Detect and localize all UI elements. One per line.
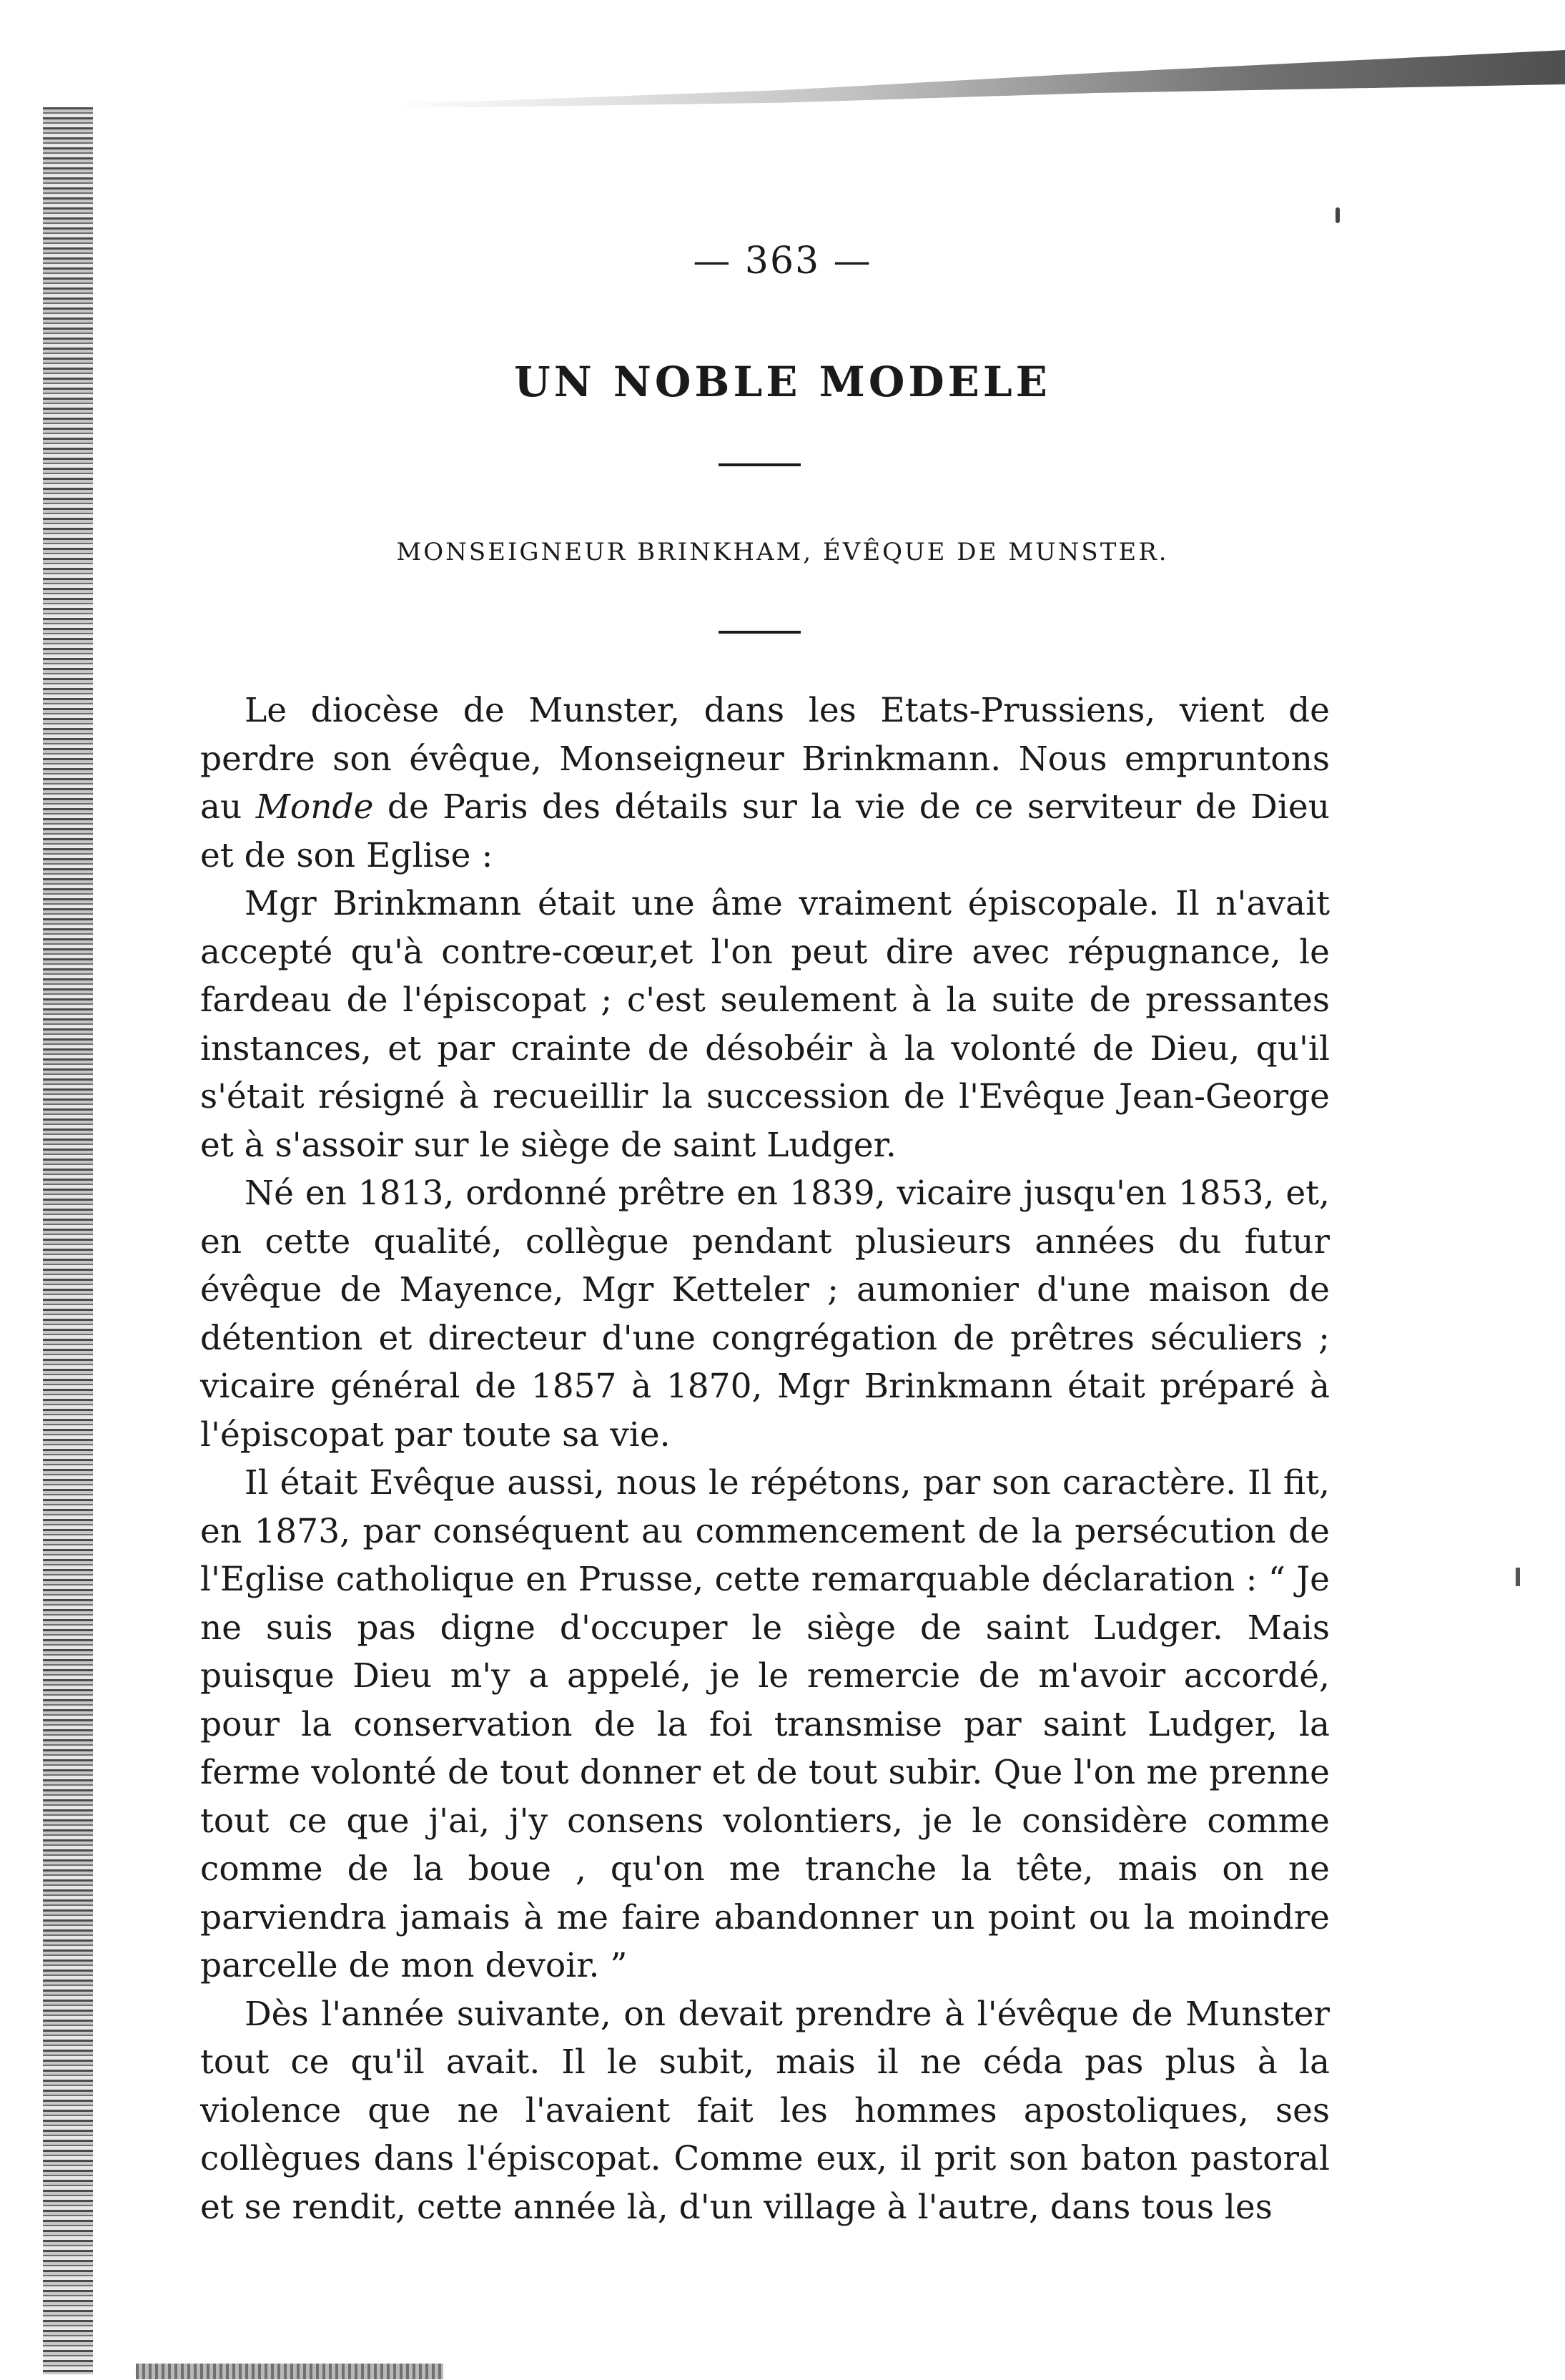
- article-title: UN NOBLE MODELE: [514, 358, 1051, 406]
- title-rule: [719, 463, 801, 466]
- scan-border-bottom: [136, 2364, 443, 2379]
- paragraph: Dès l'année suivante, on devait prendre à l'évêque de Munster tout ce qu'il avait. Il le subit, mais il ne céda pas plus à la violence que ne l'avaient fait les hommes apostoliques, ses collègues dans l'épiscopat. Comme eux, il prit son baton pastoral et se rendit, cette année là, d'un village à l'autre, dans tous les: [200, 1994, 1330, 2227]
- scan-binding-left: [43, 107, 93, 2374]
- newspaper-name: Monde: [255, 787, 374, 827]
- scan-speck: [1336, 207, 1340, 223]
- paragraph: [200, 687, 1330, 880]
- paragraph: Né en 1813, ordonné prêtre en 1839, vicaire jusqu'en 1853, et, en cette qualité, collègue pendant plusieurs années du futur évêque de Mayence, Mgr Ketteler ; aumonier d'une maison de détention et directeur d'une congrégation de prêtres séculiers ; vicaire général de 1857 à 1870, Mgr Brinkmann était préparé à l'épiscopat par toute sa vie.: [200, 1174, 1330, 1455]
- article-subtitle: MONSEIGNEUR BRINKHAM, ÉVÊQUE DE MUNSTER.: [396, 538, 1169, 566]
- paragraph-text: Le diocèse de Munster, dans les Etats-Prussiens, vient de perdre son évêque, Monseigneur Brinkmann. Nous empruntons au: [200, 691, 1330, 827]
- page-number: — 363 —: [693, 240, 872, 282]
- subtitle-rule: [719, 631, 801, 634]
- paragraph: Mgr Brinkmann était une âme vraiment épiscopale. Il n'avait accepté qu'à contre-cœur,et l'on peut dire avec répugnance, le fardeau de l'épiscopat ; c'est seulement à la suite de pressantes instances, et par crainte de désobéir à la volonté de Dieu, qu'il s'était résigné à recueillir la succession de l'Evêque Jean-George et à s'assoir sur le siège de saint Ludger.: [200, 884, 1330, 1165]
- paragraph-text: de Paris des détails sur la vie de ce serviteur de Dieu et de son Eglise :: [200, 787, 1330, 875]
- scan-border-top: [0, 50, 1565, 107]
- paragraph: Il était Evêque aussi, nous le répétons, par son caractère. Il fit, en 1873, par conséquent au commencement de la persécution de l'Eglise catholique en Prusse, cette remarquable déclaration : “ Je ne suis pas digne d'occuper le siège de saint Ludger. Mais puisque Dieu m'y a appelé, je le remercie de m'avoir accordé, pour la conservation de la foi transmise par saint Ludger, la ferme volonté de tout donner et de tout subir. Que l'on me prenne tout ce que j'ai, j'y consens volontiers, je le considère comme comme de la boue , qu'on me tranche la tête, mais on ne parviendra jamais à me faire abandonner un point ou la moindre parcelle de mon devoir. ”: [200, 1463, 1330, 1985]
- scan-speck: [1516, 1568, 1520, 1586]
- article-body: [200, 687, 1330, 2231]
